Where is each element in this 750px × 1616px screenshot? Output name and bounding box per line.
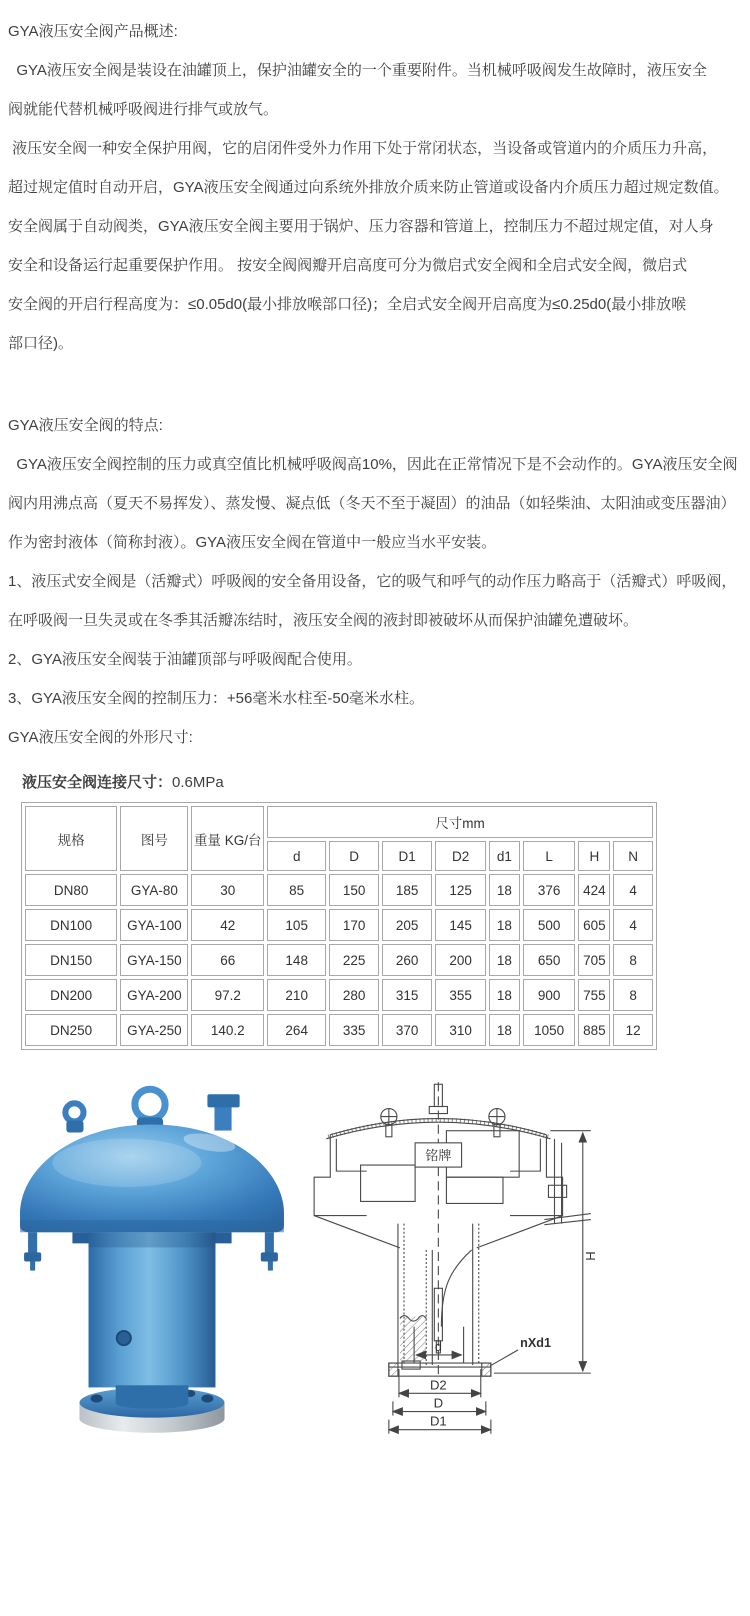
overview-paragraph: GYA液压安全阀是装设在油罐顶上，保护油罐安全的一个重要附件。当机械呼吸阀发生故障时，液压安全 — [8, 62, 707, 79]
table-cell: 8 — [613, 944, 653, 976]
dim-label-D2: D2 — [429, 1377, 447, 1393]
table-cell: DN150 — [25, 944, 117, 976]
flange-bolt-hole — [91, 1394, 103, 1402]
dome-rim — [20, 1220, 284, 1232]
dome-highlight — [52, 1139, 201, 1187]
table-row — [25, 944, 653, 976]
overview-paragraph: 液压安全阀一种安全保护用阀，它的启闭件受外力作用下处于常闭状态，当设备或管道内的介质压力升高， — [8, 140, 718, 157]
table-cell: GYA-80 — [120, 874, 188, 906]
side-pipe — [544, 1139, 590, 1225]
valve-section-drawing — [302, 1072, 706, 1446]
table-cell: 205 — [382, 909, 433, 941]
table-cell: 1050 — [523, 1014, 576, 1046]
features-paragraph: 在呼吸阀一旦失灵或在冬季其活瓣冻结时，液压安全阀的液封即被破坏从而保护油罐免遭破坏。 — [8, 612, 639, 629]
table-cell: 225 — [329, 944, 378, 976]
overview-heading: GYA液压安全阀产品概述: — [8, 23, 178, 40]
table-cell: GYA-100 — [120, 909, 188, 941]
valve-lifting-ring — [135, 1089, 165, 1130]
features-paragraph: 1、液压式安全阀是（活瓣式）呼吸阀的安全备用设备，它的吸气和呼气的动作压力略高于（活瓣式）呼吸阀， — [8, 573, 737, 590]
table-cell: 140.2 — [191, 1014, 264, 1046]
features-paragraph: 2、GYA液压安全阀装于油罐顶部与呼吸阀配合使用。 — [8, 651, 362, 668]
dimensions-heading: GYA液压安全阀的外形尺寸: — [8, 729, 193, 746]
table-cell: 145 — [435, 909, 486, 941]
table-cell: 150 — [329, 874, 378, 906]
dim-label-D: D — [433, 1395, 444, 1411]
table-cell: 18 — [489, 1014, 520, 1046]
table-cell: 12 — [613, 1014, 653, 1046]
spec-table — [21, 802, 657, 1050]
valve-photo-illustration — [16, 1070, 288, 1454]
table-cell: 310 — [435, 1014, 486, 1046]
col-header-d: d — [267, 841, 326, 871]
table-cell: 170 — [329, 909, 378, 941]
table-cell: 605 — [578, 909, 610, 941]
table-cell: DN250 — [25, 1014, 117, 1046]
overview-paragraph: 部口径)。 — [8, 335, 73, 352]
table-cell: GYA-200 — [120, 979, 188, 1011]
valve-body — [89, 1232, 216, 1387]
features-paragraph: GYA液压安全阀控制的压力或真空值比机械呼吸阀高10%，因此在正常情况下是不会动作的。GYA液压安全阀 — [8, 456, 738, 473]
table-cell: 424 — [578, 874, 610, 906]
table-row — [25, 874, 653, 906]
bolt-note-label: nXd1 — [520, 1335, 551, 1350]
table-cell: 315 — [382, 979, 433, 1011]
col-header-weight: 重量 KG/台 — [191, 806, 264, 871]
dim-label-d: d — [434, 1339, 442, 1354]
table-cell: 97.2 — [191, 979, 264, 1011]
valve-vent-nozzle — [207, 1094, 239, 1130]
table-cell: 280 — [329, 979, 378, 1011]
table-row — [25, 979, 653, 1011]
overview-paragraph: 安全和设备运行起重要保护作用。 按安全阀阀瓣开启高度可分为微启式安全阀和全启式安全阀，微启式 — [8, 257, 688, 274]
col-header-D2: D2 — [435, 841, 486, 871]
flange-bolt-hole — [201, 1394, 213, 1402]
table-cell: 18 — [489, 944, 520, 976]
table-caption — [22, 771, 742, 792]
table-cell: 4 — [613, 874, 653, 906]
overview-paragraph: 超过规定值时自动开启，GYA液压安全阀通过向系统外排放介质来防止管道或设备内介质压力超过规定数值。 — [8, 179, 729, 196]
liquid-seal — [400, 1316, 426, 1370]
table-cell: 66 — [191, 944, 264, 976]
dim-label-D1: D1 — [429, 1413, 447, 1429]
rim-stud-left — [24, 1232, 41, 1270]
table-cell: 85 — [267, 874, 326, 906]
nameplate-label: 铭牌 — [425, 1148, 452, 1164]
table-row — [25, 909, 653, 941]
col-header-H: H — [578, 841, 610, 871]
figures-row — [8, 1070, 742, 1459]
drain-plug — [117, 1331, 131, 1345]
table-cell: 30 — [191, 874, 264, 906]
table-row — [25, 1014, 653, 1046]
cap-right-profile — [446, 1131, 562, 1248]
table-cell: DN100 — [25, 909, 117, 941]
overview-paragraph: 安全阀属于自动阀类，GYA液压安全阀主要用于锅炉、压力容器和管道上，控制压力不超过规定值，对人身 — [8, 218, 714, 235]
table-cell: 705 — [578, 944, 610, 976]
cap-left-profile — [314, 1135, 415, 1248]
table-cell: 200 — [435, 944, 486, 976]
valve-eye-bolt — [65, 1103, 83, 1132]
features-paragraph: 作为密封液体（简称封液）。GYA液压安全阀在管道中一般应当水平安装。 — [8, 534, 497, 551]
col-header-L: L — [523, 841, 576, 871]
table-cell: 500 — [523, 909, 576, 941]
ball-bolt-right — [489, 1109, 505, 1137]
ball-bolt-left — [381, 1109, 397, 1137]
neck-over-flange — [116, 1385, 189, 1408]
table-cell: GYA-250 — [120, 1014, 188, 1046]
features-heading: GYA液压安全阀的特点: — [8, 417, 163, 434]
dim-label-H: H — [582, 1251, 598, 1261]
table-cell: 18 — [489, 874, 520, 906]
table-cell: 18 — [489, 979, 520, 1011]
table-cell: 264 — [267, 1014, 326, 1046]
table-cell: 4 — [613, 909, 653, 941]
table-caption-value: 0.6MPa — [172, 774, 224, 791]
table-cell: 105 — [267, 909, 326, 941]
body-shadow — [89, 1232, 216, 1247]
table-cell: 148 — [267, 944, 326, 976]
overview-paragraph: 安全阀的开启行程高度为：≤0.05d0(最小排放喉部口径)；全启式安全阀开启高度为≤0.25d0(最小排放喉 — [8, 296, 687, 313]
product-photo — [16, 1070, 288, 1459]
table-cell: 210 — [267, 979, 326, 1011]
dimension-lines — [389, 1131, 591, 1434]
table-cell: 370 — [382, 1014, 433, 1046]
col-header-D1: D1 — [382, 841, 433, 871]
overview-paragraph: 阀就能代替机械呼吸阀进行排气或放气。 — [8, 101, 279, 118]
table-cell: 376 — [523, 874, 576, 906]
table-cell: DN80 — [25, 874, 117, 906]
features-paragraph: 阀内用沸点高（夏天不易挥发）、蒸发慢、凝点低（冬天不至于凝固）的油品（如轻柴油、太阳油或变压器油） — [8, 495, 736, 512]
table-cell: 885 — [578, 1014, 610, 1046]
table-cell: 650 — [523, 944, 576, 976]
table-cell: 185 — [382, 874, 433, 906]
table-cell: 125 — [435, 874, 486, 906]
table-cell: GYA-150 — [120, 944, 188, 976]
table-caption-label: 液压安全阀连接尺寸： — [22, 774, 173, 791]
table-cell: DN200 — [25, 979, 117, 1011]
rim-stud-right — [261, 1232, 278, 1270]
table-cell: 8 — [613, 979, 653, 1011]
table-cell: 900 — [523, 979, 576, 1011]
col-header-d1: d1 — [489, 841, 520, 871]
table-cell: 755 — [578, 979, 610, 1011]
col-header-drawing-no: 图号 — [120, 806, 188, 871]
col-header-D: D — [329, 841, 378, 871]
col-header-N: N — [613, 841, 653, 871]
table-cell: 355 — [435, 979, 486, 1011]
technical-drawing — [302, 1072, 706, 1451]
col-header-spec: 规格 — [25, 806, 117, 871]
col-header-size-group: 尺寸mm — [267, 806, 653, 838]
table-cell: 335 — [329, 1014, 378, 1046]
table-cell: 42 — [191, 909, 264, 941]
table-cell: 18 — [489, 909, 520, 941]
table-cell: 260 — [382, 944, 433, 976]
features-paragraph: 3、GYA液压安全阀的控制压力：+56毫米水柱至-50毫米水柱。 — [8, 690, 425, 707]
